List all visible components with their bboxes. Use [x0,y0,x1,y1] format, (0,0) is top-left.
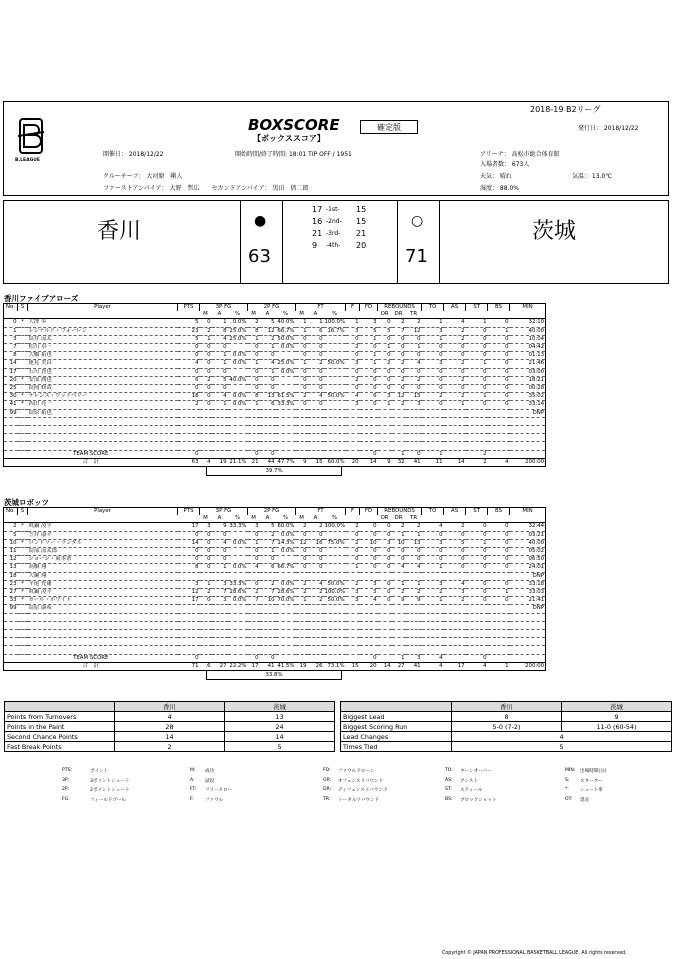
col-header-ft: FT [296,304,346,312]
legend-desc: 試投 [205,778,215,784]
left-header-away: 茨城 [225,702,335,712]
player-row [4,638,546,646]
legend-desc: シュート率 [580,788,603,793]
col-subheader-dr: DR [392,311,406,319]
home-quarter-score: 16 [312,217,323,226]
confirmed-badge: 確定版 [360,120,418,134]
col-subheader-tr: TR [406,515,422,523]
col-subheader-a: A [212,311,228,319]
quarter-label: -1st- [326,206,340,213]
player-row [4,613,546,621]
temperature: 気温： 13.0℃ [572,173,613,180]
col-header-min: MIN [510,304,546,312]
col-header-as: AS [444,508,466,516]
player-row: 99 筒原 拓也 DNP [4,409,546,417]
player-row: 99 筒原 康希 DNP [4,605,546,613]
away-quarter-score: 15 [356,205,367,214]
stat-label: Biggest Lead [341,712,452,722]
legend-abbr: F: [190,796,194,802]
player-name: 石川 智也 [28,368,178,376]
col-header-s: S [18,508,28,516]
player-row: 33 * カール・ホワイト 17 0 3 0.0% 7 10 70.0% 1 2 50.0% 3 4 0 9 9 1 2 0 0 21:41 [4,597,546,605]
player-row: 18 大瀬 翔 DNP [4,572,546,580]
stat-label: Times Tied [341,742,452,752]
legend-abbr: MIN: [565,768,576,773]
col-header-fg2: 2P FG [248,508,296,516]
team-title: 茨城ロボッツ [4,498,49,507]
col-subheader-m: M [200,515,212,523]
legend-desc: ファウルドローン [338,769,375,774]
quarter-label: -3rd- [326,230,341,237]
col-header-st: ST [466,304,488,312]
player-row: 0 * 大澤 歩 5 0 1 0.0% 2 5 40.0% 1 1 100.0% 1 3 0 2 2 1 4 1 0 32:10 [4,319,546,327]
boxscore-subtitle: 【ボックススコア】 [253,134,325,143]
col-subheader-or: OR [378,515,392,523]
quarter-label: -2nd- [326,218,342,225]
col-subheader-tr: TR [406,311,422,319]
legend-abbr: AS: [445,777,453,783]
stat-label: Points from Turnovers [5,712,115,722]
col-header-min: MIN [510,508,546,516]
legend-desc: ポイント [90,769,109,774]
boxscore-title: BOXSCORE [248,116,340,134]
col-subheader-m: M [296,311,308,319]
col-subheader-pct: % [324,311,346,319]
legend-abbr: OR: [323,777,332,783]
player-name: 大橋 拓也 [28,352,178,360]
legend-abbr: TO: [445,768,453,773]
legend-desc: ターンオーバー [460,769,492,774]
total-label: 合 計 [82,662,99,669]
col-header-reb: REBOUNDS [378,508,422,516]
player-name: 筒井 涼太 [28,335,178,343]
player-row: 5 笠井 康平 0 0 0 0 2 0.0% 0 0 0 0 0 1 1 0 0 0 0 03:21 [4,531,546,539]
legend-abbr: PTS: [62,768,73,773]
season-label: 2018-19 B2リーグ [530,105,601,114]
player-row: 17 石川 智也 0 0 0 0 1 0.0% 0 0 0 0 0 0 0 0 0 0 0 03:00 [4,368,546,376]
player-name: 眞鍋 凌平 [28,523,178,531]
weather: 天気： 晴れ [480,173,512,180]
player-name: 大澤 歩 [28,319,178,327]
team-score-label: TEAM SCORE [4,450,178,458]
col-subheader-m: M [248,515,260,523]
col-subheader-a: A [260,515,276,523]
logo-label: B.LEAGUE [15,158,40,163]
legend-abbr: A: [190,777,195,783]
col-subheader-pct: % [228,311,248,319]
legend-desc: ファウル [205,797,224,803]
player-row: 2 * 眞鍋 凌平 17 3 9 33.3% 3 5 60.0% 2 2 100.0% 2 0 0 2 2 4 2 0 0 32:44 [4,523,546,531]
legend-abbr: FG: [62,796,70,802]
player-row: 7 松川 卓一 0 0 0 0 1 0.0% 0 0 2 0 1 0 1 0 0 0 0 04:42 [4,344,546,352]
player-row [4,630,546,638]
copyright: Copyright © JAPAN PROFESSIONAL BASKETBALL LEAGUE. All rights reserved. [442,951,627,956]
humidity: 湿度： 88.0% [480,185,519,192]
col-subheader-m: M [296,515,308,523]
legend-abbr: BS: [445,796,453,802]
col-subheader-pct: % [276,515,296,523]
team-score-row: TEAM SCORE 0 0 0 0 1 3 4 0 [4,654,546,662]
fg-total-pct: 33.8% [206,671,342,680]
col-subheader-pct: % [228,515,248,523]
col-header-fg3: 3P FG [200,508,248,516]
player-row: 25 筒岡 修哉 0 0 0 0 0 0 0 0 0 0 0 0 0 0 0 0 00:28 [4,385,546,393]
col-header-st: ST [466,508,488,516]
player-row: 41 * 西田 亮一 2 0 1 0.0% 1 6 33.3% 0 0 3 0 1 2 3 0 1 0 0 33:14 [4,401,546,409]
summary-left-table: 香川 茨城 Points from Turnovers 4 13 Points in the Paint 28 24 Second Chance Points 14 14 Fast Break Points 2 5 [4,701,335,752]
player-row: 30 * テレンス・ウッドベリー 18 0 4 0.0% 8 13 61.5% 2 4 50.0% 4 6 3 12 15 2 2 1 0 35:02 [4,393,546,401]
arena: アリーナ： 高松市総合体育館 [480,151,560,158]
boxscore-table [3,507,546,671]
away-quarter-score: 20 [356,241,367,250]
player-name: 筒原 康希 [28,605,178,613]
legend-desc: 延長 [580,797,590,803]
player-row: 12 ジョージ・東本条 0 0 0 0 0 0 0 0 0 0 0 0 0 0 0 0 06:50 [4,556,546,564]
col-header-bs: BS [488,508,510,516]
col-header-no: No. [4,304,18,312]
player-row: 23 * 平尾 充庸 3 1 3 33.3% 0 2 0.0% 2 4 50.0% 2 3 0 1 1 3 4 0 0 33:18 [4,580,546,588]
legend-desc: フリースロー [205,788,233,793]
total-label: 合 計 [82,458,99,465]
stat-label: Second Chance Points [5,732,115,742]
player-row: 27 * 眞鍋 凌平 12 2 7 28.6% 2 7 28.6% 2 2 100.0% 3 3 0 2 2 2 3 0 1 33:03 [4,589,546,597]
crew-chief: クルーチーフ： 大河原 剛人 [103,173,183,180]
col-header-fd: FD [360,508,378,516]
player-name: 平尾 充庸 [28,580,178,588]
legend-desc: フィールドゴール [90,797,127,803]
col-header-to: TO [422,508,444,516]
right-header-away: 茨城 [562,702,672,712]
player-row: 20 * 安部 潤也 6 2 5 40.0% 0 0 0 0 2 0 0 2 2 0 2 0 0 18:21 [4,376,546,384]
away-win-marker: ○ [411,213,424,229]
team-score-label: TEAM SCORE [4,654,178,662]
col-subheader-a: A [308,311,324,319]
col-subheader-a: A [260,311,276,319]
col-header-f: F [346,304,360,312]
col-header-pts: PTS [178,304,200,312]
legend-desc: スティール [460,788,483,793]
home-loss-marker: ● [254,213,267,229]
away-quarter-score: 15 [356,217,367,226]
player-name: 筒岡 修哉 [28,385,178,393]
stat-label: Fast Break Points [5,742,115,752]
col-header-bs: BS [488,304,510,312]
legend-abbr: DR: [323,787,332,792]
player-row [4,434,546,442]
legend-desc: 3ポイントシュート [90,778,130,784]
col-header-fd: FD [360,304,378,312]
col-subheader-or: OR [378,311,392,319]
player-row [4,426,546,434]
col-header-as: AS [444,304,466,312]
player-row: 14 蓮見 美昌 4 0 1 0.0% 1 4 25.0% 1 2 50.0% 3 1 2 2 4 3 2 1 0 21:46 [4,360,546,368]
player-name: カール・ホワイト [28,597,178,605]
col-header-reb: REBOUNDS [378,304,422,312]
attendance: 入場者数： 673人 [480,161,530,168]
legend-desc: アシスト [460,778,479,784]
player-name: 蓮見 美昌 [28,360,178,368]
left-header-home: 香川 [115,702,225,712]
legend-abbr: FD: [323,768,331,773]
legend-abbr: FT: [190,787,197,792]
game-time: 開始時間/終了時間: 18:01 TIP OFF / 1951 [235,151,352,158]
legend-abbr: M: [190,768,196,773]
col-header-f: F [346,508,360,516]
team-title: 香川ファイブアローズ [4,294,79,303]
legend-abbr: OT: [565,796,573,802]
player-name: 高橋 翔 [28,564,178,572]
player-row: 1 レジナルド・ウォーレン 23 2 8 25.0% 8 12 66.7% 1 6 16.7% 3 5 5 7 12 3 2 0 1 40:00 [4,327,546,335]
game-date: 開催日： 2018/12/22 [103,151,164,158]
col-header-pts: PTS [178,508,200,516]
player-name: 筒原 拓也 [28,409,178,417]
stat-label: Lead Changes [341,732,452,742]
player-name: 笠井 康平 [28,531,178,539]
col-subheader-m: M [200,311,212,319]
player-name: テレンス・ウッドベリー [28,393,178,401]
legend-desc: オフェンスリバウンド [338,778,384,784]
away-team-name: 茨城 [532,219,577,244]
legend-desc: ディフェンスリバウンド [338,788,388,793]
col-subheader-m: M [248,311,260,319]
col-header-fg3: 3P FG [200,304,248,312]
legend-abbr: 2P: [62,787,70,792]
legend-abbr: ST: [445,787,452,792]
legend-desc: 出場時間(分) [580,769,607,774]
col-subheader-a: A [308,515,324,523]
legend-abbr: S: [565,777,570,783]
col-subheader-dr: DR [392,515,406,523]
player-name: ロンドリー・ランダル [28,539,178,547]
umpires: ファーストアンパイア： 大野 哲広 セカンドアンパイア： 黒田 倩二郎 [103,185,309,192]
summary-right-table: 香川 茨城 Biggest Lead 8 9 Biggest Scoring Run 5-0 (7-2) 11-0 (60-54) Lead Changes 4 Times Tied 5 [340,701,672,752]
player-row: 11 筒部 涼太郎 0 0 0 0 1 0.0% 0 0 0 0 0 0 0 0 0 0 0 05:02 [4,548,546,556]
team-score-row: TEAM SCORE 0 0 0 0 1 0 1 2 [4,450,546,458]
col-header-player: Player [28,304,178,312]
player-row [4,621,546,629]
total-row: 合 計 63 4 19 21.1% 21 44 47.7% 9 15 60.0% 20 14 9 32 41 11 14 2 4 200:00 [4,458,546,466]
away-quarter-score: 21 [356,229,367,238]
col-header-fg2: 2P FG [248,304,296,312]
home-final-score: 63 [248,246,271,267]
player-name: ジョージ・東本条 [28,556,178,564]
player-name: 松川 卓一 [28,344,178,352]
player-row: 3 筒井 涼太 5 1 4 25.0% 1 2 50.0% 0 0 0 1 0 0 0 1 2 0 0 10:04 [4,335,546,343]
legend-desc: 成功 [205,769,215,774]
col-header-to: TO [422,304,444,312]
right-header-home: 香川 [452,702,562,712]
boxscore-table [3,303,546,467]
player-row: 13 高橋 翔 8 0 1 0.0% 4 6 66.7% 0 0 1 0 0 4 4 1 0 0 0 24:01 [4,564,546,572]
player-name: 眞鍋 凌平 [28,589,178,597]
player-row [4,417,546,425]
player-row: 10 * ロンドリー・ランダル 14 0 4 0.0% 1 7 14.3% 12 16 75.0% 2 10 3 10 13 3 5 1 0 40:00 [4,539,546,547]
legend-abbr: TR: [323,796,331,802]
col-subheader-pct: % [324,515,346,523]
home-team-name: 香川 [97,219,142,244]
home-quarter-score: 17 [312,205,323,214]
player-row: 8 大橋 拓也 0 0 1 0.0% 0 0 0 0 0 1 0 0 0 0 0 0 0 01:13 [4,352,546,360]
player-name: 西田 亮一 [28,401,178,409]
legend-desc: ブロックショット [460,797,497,803]
player-name: 安部 潤也 [28,376,178,384]
legend-desc: スターター [580,778,603,784]
col-header-no: No. [4,508,18,516]
player-row [4,442,546,450]
player-row [4,646,546,654]
col-header-ft: FT [296,508,346,516]
home-quarter-score: 9 [312,241,318,250]
player-name: 筒部 涼太郎 [28,548,178,556]
home-quarter-score: 21 [312,229,323,238]
col-subheader-pct: % [276,311,296,319]
player-name: 大瀬 翔 [28,572,178,580]
col-subheader-a: A [212,515,228,523]
quarter-label: -4th- [326,242,341,249]
total-row: 合 計 71 6 27 22.2% 17 41 41.5% 19 26 73.1% 15 20 14 27 41 4 17 4 1 200:00 [4,662,546,670]
stat-label: Biggest Scoring Run [341,722,452,732]
fg-total-pct: 39.7% [206,467,342,476]
stat-label: Points in the Paint [5,722,115,732]
col-header-s: S [18,304,28,312]
legend-desc: トータルリバウンド [338,797,380,803]
col-header-player: Player [28,508,178,516]
player-name: レジナルド・ウォーレン [28,327,178,335]
legend-abbr: *: [565,787,569,792]
issued-date: 発行日： 2018/12/22 [578,125,639,132]
legend-abbr: 3P: [62,777,70,783]
away-final-score: 71 [405,246,428,267]
legend-desc: 2ポイントシュート [90,788,130,793]
